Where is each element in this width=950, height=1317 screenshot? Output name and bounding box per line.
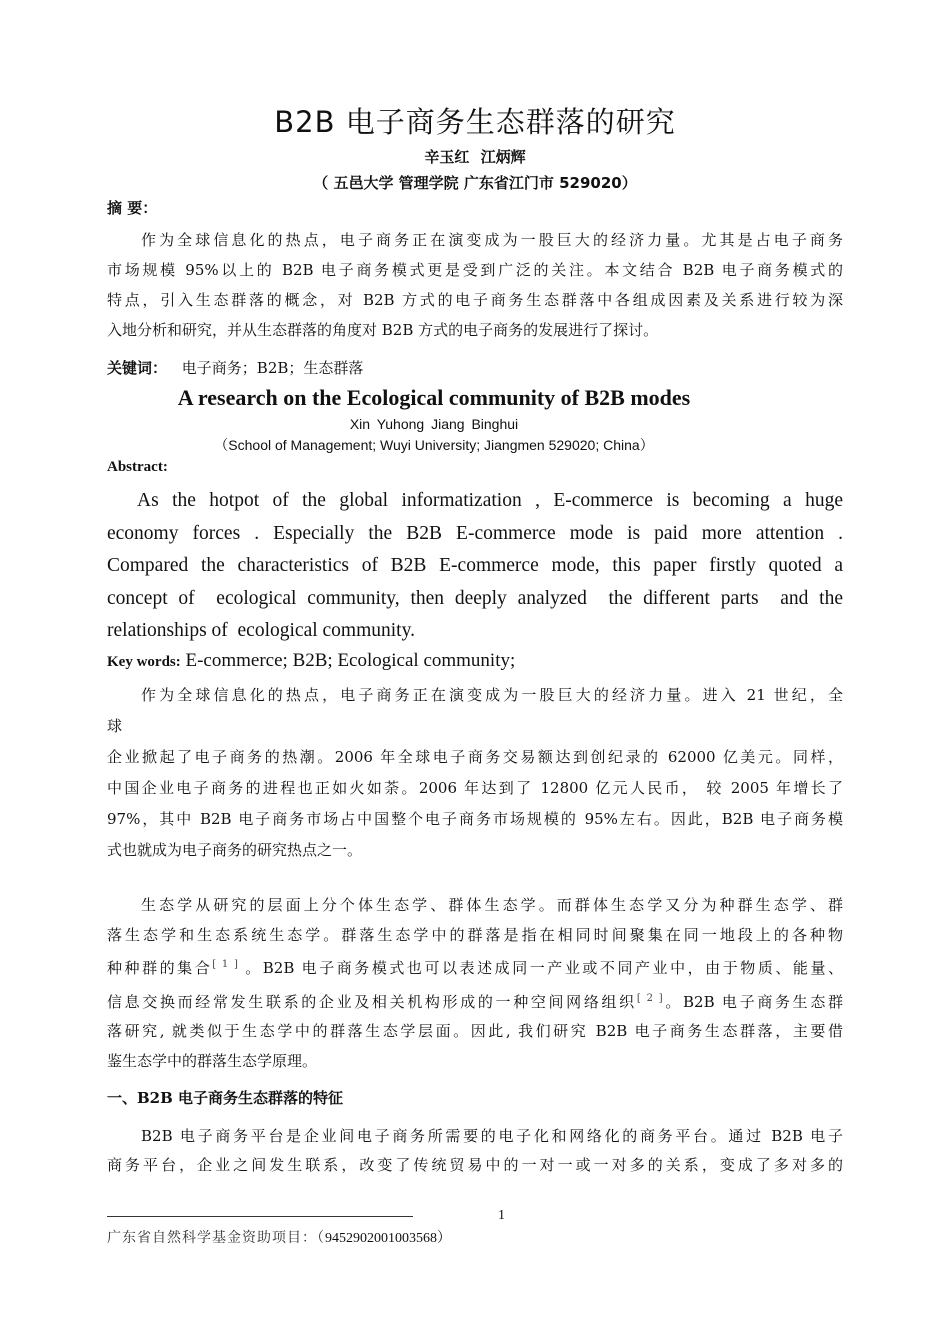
section-heading-1: 一、B2B 电子商务生态群落的特征 <box>107 1089 344 1107</box>
abstract-cn-line: 市场规模 95%以上的 B2B 电子商务模式更是受到广泛的关注。本文结合 B2B 电子商务模式的 <box>107 261 843 279</box>
keywords-label-en: Key words: <box>107 654 181 670</box>
footnote-text: 广东省自然科学基金资助项目：（ <box>107 1230 325 1246</box>
abstract-en-line: Compared the characteristics of B2B E-commerce mode, this paper firstly quoted a <box>107 555 843 576</box>
abstract-cn-line: 入地分析和研究，并从生态群落的角度对 B2B 方式的电子商务的发展进行了探讨。 <box>107 321 659 339</box>
body-line: 生态学从研究的层面上分个体生态学、群体生态学。而群体生态学又分为种群生态学、群 <box>141 896 843 914</box>
citation-ref-1: [ 1 ] <box>212 959 238 970</box>
body-line: 球 <box>107 717 123 735</box>
abstract-label-cn: 摘 要： <box>107 199 158 217</box>
paper-title-cn: B2B 电子商务生态群落的研究 <box>274 105 676 139</box>
abstract-cn-line: 作为全球信息化的热点，电子商务正在演变成为一股巨大的经济力量。尤其是占电子商务 <box>141 231 843 249</box>
abstract-cn-line: 特点，引入生态群落的概念，对 B2B 方式的电子商务生态群落中各组成因素及关系进行较为深 <box>107 291 843 309</box>
body-text: 。B2B 电子商务生态群 <box>662 992 843 1011</box>
affiliation-cn: （ 五邑大学 管理学院 广东省江门市 529020） <box>313 174 637 192</box>
abstract-en-line: As the hotpot of the global informatization , E-commerce is becoming a huge <box>137 490 843 511</box>
body-line: 作为全球信息化的热点，电子商务正在演变成为一股巨大的经济力量。进入 21 世纪，全 <box>141 686 843 704</box>
abstract-en-line: concept of ecological community, then deeply analyzed the different parts and the <box>107 587 843 609</box>
abstract-en-line: economy forces . Especially the B2B E-commerce mode is paid more attention . <box>107 522 843 544</box>
keywords-label-cn: 关键词： <box>107 359 168 377</box>
abstract-label-en: Abstract: <box>107 459 168 475</box>
keywords-value-en: E-commerce; B2B; Ecological community; <box>185 650 516 671</box>
keywords-value-cn: 电子商务；B2B；生态群落 <box>181 359 364 377</box>
body-text: 种种群的集合 <box>107 959 213 977</box>
body-text: 。B2B 电子商务模式也可以表述成同一产业或不同产业中，由于物质、能量、 <box>237 959 843 977</box>
affiliation-en: （School of Management; Wuyi University; Jiangmen 529020; China） <box>214 437 654 453</box>
body-paragraph-2 <box>107 891 843 1076</box>
keywords-cn <box>107 357 363 378</box>
page-number: 1 <box>498 1208 505 1223</box>
footnote-divider <box>107 1216 413 1217</box>
authors-en: Xin Yuhong Jiang Binghui <box>349 416 519 432</box>
body-line: 式也就成为电子商务的研究热点之一。 <box>107 841 363 859</box>
body-line <box>107 984 843 1018</box>
body-line: 鉴生态学中的群落生态学原理。 <box>107 1051 318 1070</box>
body-paragraph-3 <box>107 1122 843 1180</box>
body-paragraph-1 <box>107 680 843 866</box>
keywords-en <box>107 650 515 672</box>
body-line: 落研究, 就类似于生态学中的群落生态学层面。因此, 我们研究 B2B 电子商务生态群落，主要借 <box>107 1022 843 1040</box>
abstract-cn <box>107 225 843 345</box>
body-line: 落生态学和生态系统生态学。群落生态学中的群落是指在相同时间聚集在同一地段上的各种物 <box>107 925 843 944</box>
footnote <box>107 1227 451 1247</box>
abstract-en-line: relationships of ecological community. <box>107 620 415 641</box>
citation-ref-2: [ 2 ] <box>636 992 663 1004</box>
footnote-number: 9452902001003568） <box>325 1231 451 1246</box>
body-line: 中国企业电子商务的进程也正如火如荼。2006 年达到了 12800 亿元人民币， 较 2005 年增长了 <box>107 779 843 797</box>
body-text: 信息交换而经常发生联系的企业及相关机构形成的一种空间网络组织 <box>107 992 637 1011</box>
body-line: 商务平台，企业之间发生联系，改变了传统贸易中的一对一或一对多的关系，变成了多对多的 <box>107 1156 843 1174</box>
authors-cn: 辛玉红 江炳辉 <box>424 148 526 166</box>
body-line: B2B 电子商务平台是企业间电子商务所需要的电子化和网络化的商务平台。通过 B2B 电子 <box>141 1127 843 1145</box>
abstract-en <box>107 485 843 648</box>
body-line: 企业掀起了电子商务的热潮。2006 年全球电子商务交易额达到创纪录的 62000 亿美元。同样， <box>107 748 843 766</box>
paper-title-en: A research on the Ecological community of B2B modes <box>177 385 691 410</box>
body-line: 97%，其中 B2B 电子商务市场占中国整个电子商务市场规模的 95%左右。因此，B2B 电子商务模 <box>107 810 843 828</box>
body-line <box>107 950 843 984</box>
